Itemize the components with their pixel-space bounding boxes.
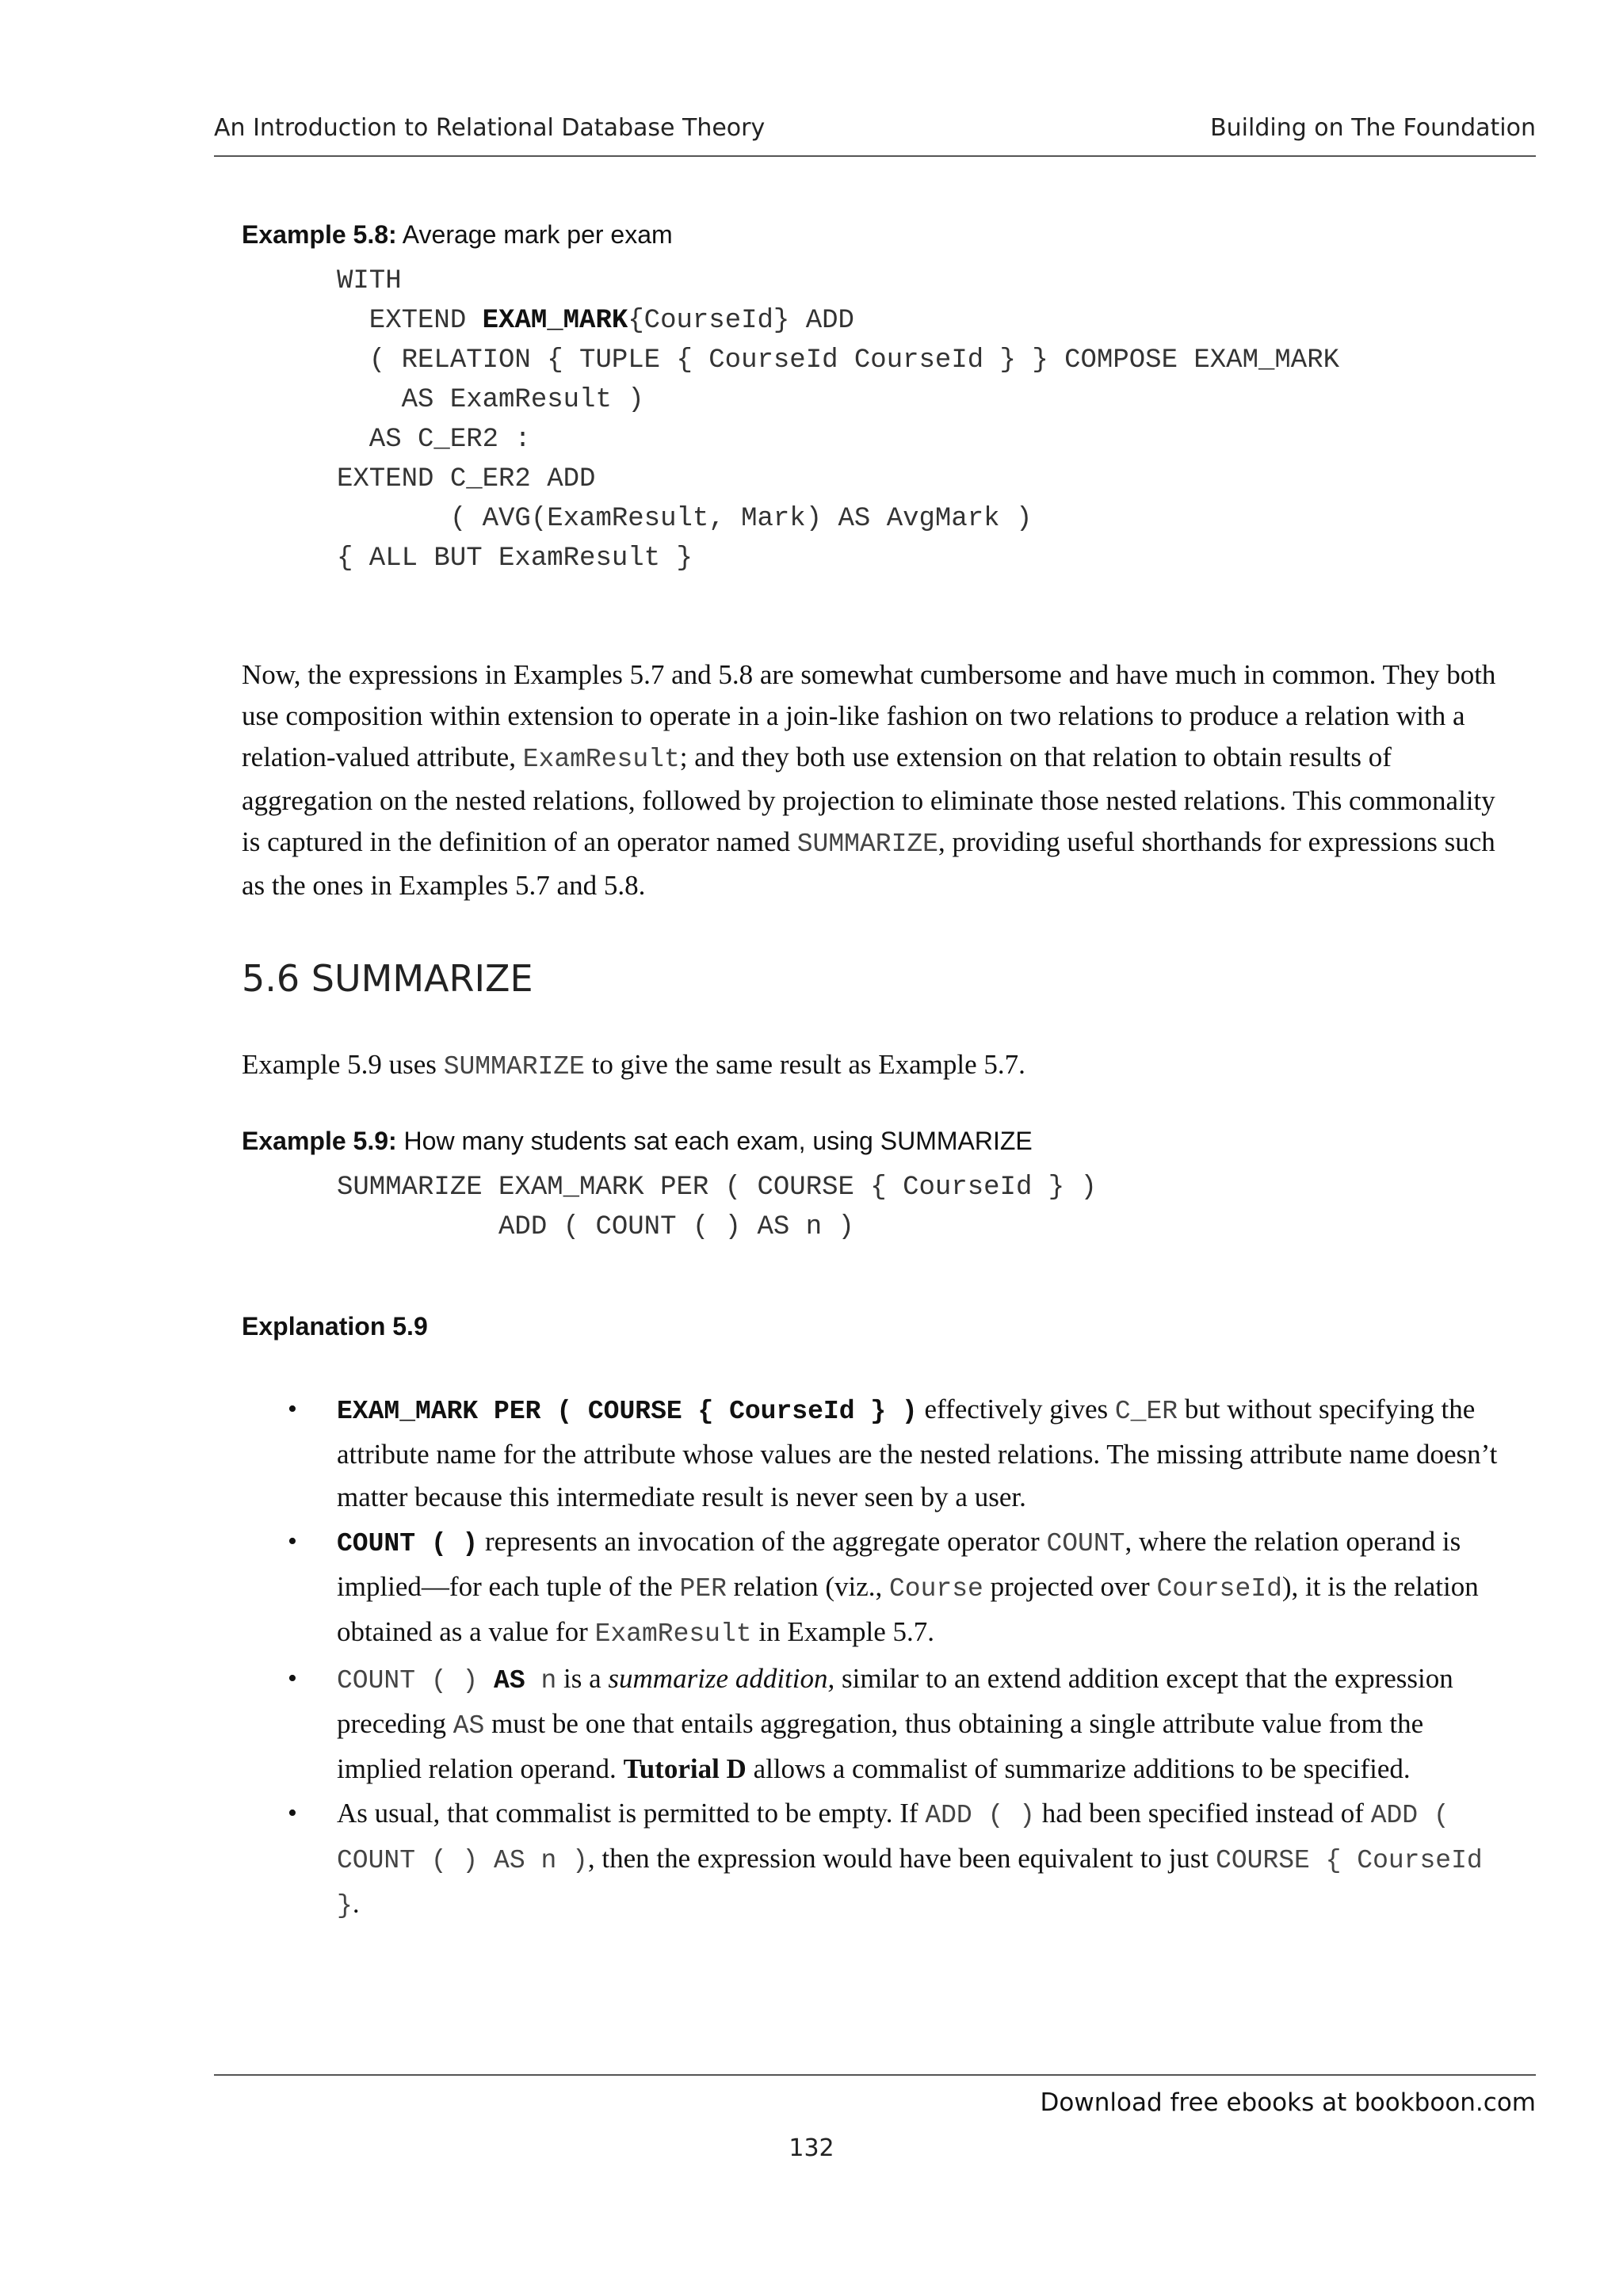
inline-code: PER (679, 1574, 727, 1604)
code-line: ( RELATION { TUPLE { CourseId CourseId } } COMPOSE EXAM_MARK (337, 345, 1340, 376)
code-line: ( AVG(ExamResult, Mark) AS AvgMark ) (337, 504, 1033, 534)
chapter-title: Building on The Foundation (1210, 114, 1536, 142)
bullet-icon: • (288, 1394, 297, 1424)
example-5-8-caption (242, 220, 673, 250)
inline-code: ExamResult (522, 745, 680, 774)
page-number: 132 (789, 2134, 834, 2162)
text-run: ), it is the relation obtained as a value for (337, 1571, 1479, 1647)
code-line: AS C_ER2 : (337, 425, 531, 455)
list-item (242, 1657, 1510, 1791)
example-5-8-code (337, 261, 1339, 578)
list-item (242, 1388, 1510, 1519)
text-run: must be one that entails aggregation, thus obtaining a single attribute value from the implied relation operand. (337, 1708, 1424, 1784)
code-line: ADD ( COUNT ( ) AS n ) (337, 1212, 854, 1242)
body-paragraph (242, 654, 1502, 906)
body-paragraph (242, 1044, 1502, 1088)
text-run: similar to an extend addition except that the expression preceding (337, 1663, 1453, 1739)
section-heading: 5.6 SUMMARIZE (242, 957, 533, 1000)
text-run: ; and they both use extension on that relation to obtain results of aggregation on the nested relations, followed by projection to eliminate those nested relations. This commonality is captured in the definition of an operator named (242, 742, 1495, 857)
example-5-9-code (337, 1168, 1097, 1247)
inline-code: AS (453, 1711, 485, 1741)
inline-code: CourseId (1156, 1574, 1282, 1604)
text-run: effectively gives (917, 1394, 1115, 1425)
list-item (242, 1792, 1510, 1928)
code-line: EXTEND C_ER2 ADD (337, 464, 596, 494)
explanation-list (242, 1388, 1510, 1929)
code-line: AS ExamResult ) (337, 385, 644, 415)
inline-code: Course (888, 1574, 983, 1604)
inline-code: ADD ( COUNT ( ) AS n ) (337, 1801, 1449, 1875)
inline-code: ExamResult (594, 1619, 752, 1649)
code-line: { ALL BUT ExamResult } (337, 543, 693, 574)
code-line: WITH (337, 266, 402, 296)
example-5-9-caption (242, 1127, 1033, 1156)
text-run: had been specified instead of (1034, 1798, 1371, 1829)
code-line: SUMMARIZE EXAM_MARK PER ( COURSE { CourseId } ) (337, 1173, 1097, 1203)
inline-code: COURSE { CourseId } (337, 1846, 1483, 1920)
inline-code: COUNT (1046, 1529, 1125, 1558)
explanation-label: Explanation 5.9 (242, 1312, 428, 1341)
inline-code: ADD ( ) (925, 1801, 1035, 1830)
page-header (214, 111, 1536, 157)
text-run: in Example 5.7. (751, 1616, 934, 1647)
inline-code: C_ER (1114, 1397, 1178, 1426)
explanation-5-9-caption (242, 1312, 428, 1341)
inline-code-bold: AS (494, 1666, 525, 1695)
code-line: {CourseId} ADD (628, 306, 854, 336)
emphasis-text: summarize addition, (608, 1663, 835, 1694)
text-run: but without specifying the attribute name for the attribute whose values are the nested relations. The missing attribute name doesn’t matter because this intermediate result is never seen by a user. (337, 1394, 1498, 1512)
inline-code: n (525, 1666, 557, 1695)
inline-code: SUMMARIZE (443, 1052, 585, 1081)
bullet-icon: • (288, 1527, 297, 1556)
list-item (242, 1520, 1510, 1656)
text-run: . (352, 1888, 360, 1919)
strong-text: Tutorial D (623, 1753, 747, 1784)
text-run: projected over (983, 1571, 1157, 1602)
text-run: , providing useful shorthands for expressions such as the ones in Examples 5.7 and 5.8. (242, 826, 1495, 901)
bullet-icon: • (288, 1798, 297, 1828)
footer-divider (214, 2074, 1536, 2076)
text-run: allows a commalist of summarize additions to be specified. (746, 1753, 1411, 1784)
download-link[interactable]: Download free ebooks at bookboon.com (1040, 2088, 1536, 2117)
inline-code-bold: EXAM_MARK PER ( COURSE { CourseId } ) (337, 1397, 918, 1426)
text-run: As usual, that commalist is permitted to be empty. If (337, 1798, 926, 1829)
inline-code-bold: COUNT ( ) (337, 1529, 479, 1558)
text-run: Example 5.9 uses (242, 1049, 444, 1080)
bullet-icon: • (288, 1664, 297, 1693)
example-label: Example 5.8: (242, 220, 397, 249)
text-run: is a (556, 1663, 609, 1694)
code-line: EXTEND (337, 306, 483, 336)
example-label: Example 5.9: (242, 1127, 397, 1155)
example-title: Average mark per exam (396, 220, 673, 249)
text-run: relation (viz., (726, 1571, 889, 1602)
text-run: represents an invocation of the aggregate operator (478, 1526, 1047, 1557)
text-run: , then the expression would have been equivalent to just (587, 1843, 1216, 1874)
inline-code: SUMMARIZE (796, 830, 938, 859)
book-title: An Introduction to Relational Database Theory (214, 114, 766, 142)
text-run: to give the same result as Example 5.7. (584, 1049, 1025, 1080)
inline-code: COUNT ( ) (337, 1666, 495, 1695)
example-title: How many students sat each exam, using SUMMARIZE (396, 1127, 1033, 1155)
text-run: Now, the expressions in Examples 5.7 and 5.8 are somewhat cumbersome and have much in common. They both use composition within extension to operate in a join-like fashion on two relations to produce a relation with a relation-valued attribute, (242, 659, 1496, 772)
code-bold-token: EXAM_MARK (482, 306, 628, 336)
text-run: , where the relation operand is implied—for each tuple of the (337, 1526, 1461, 1602)
